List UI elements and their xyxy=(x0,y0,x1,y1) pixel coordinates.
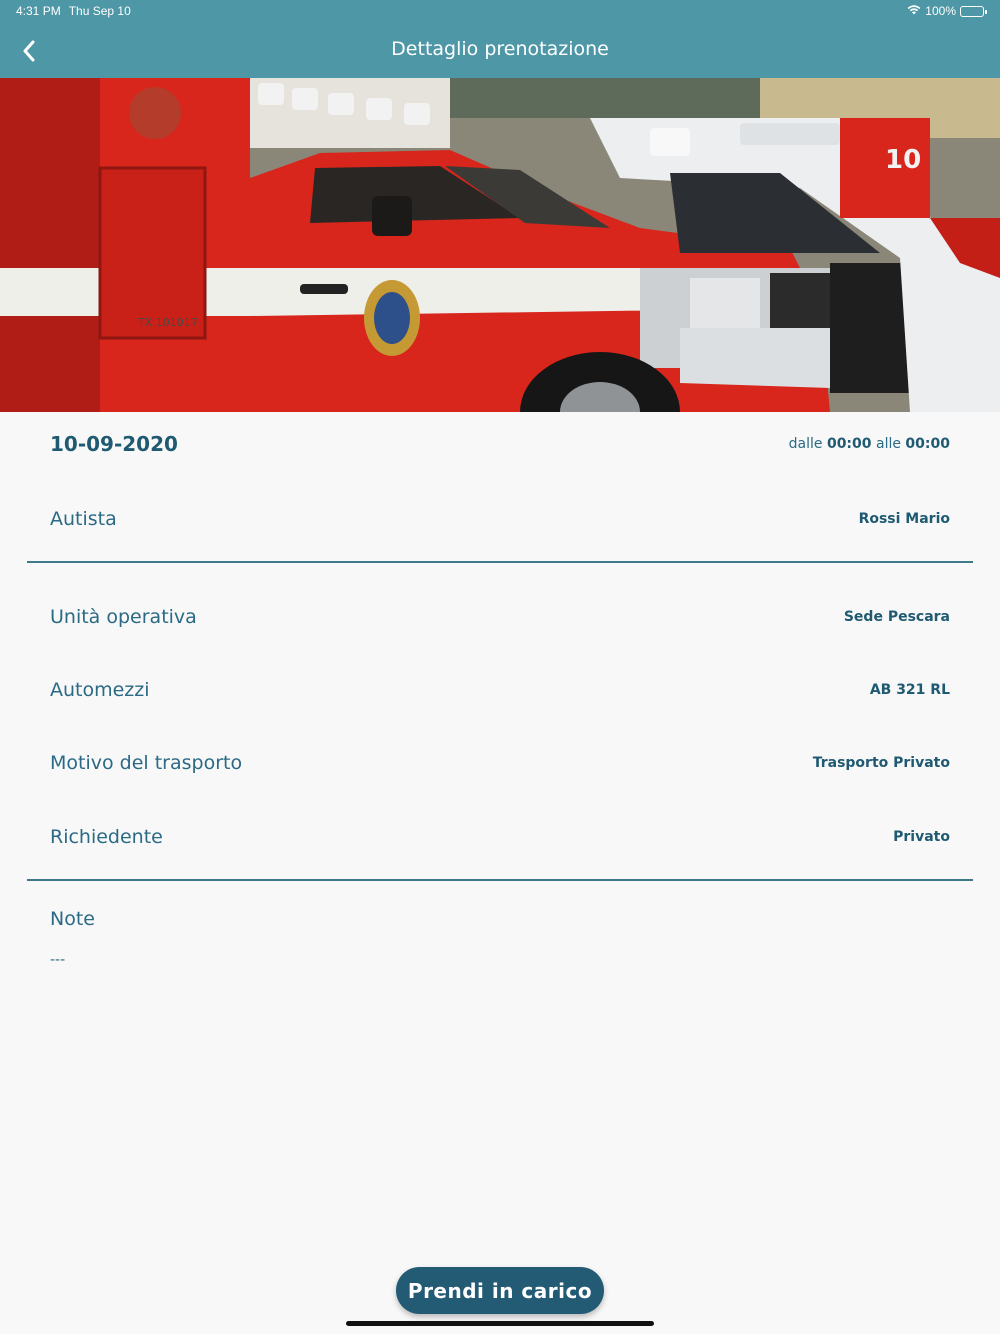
page-title: Dettaglio prenotazione xyxy=(391,38,609,60)
detail-label: Autista xyxy=(50,508,117,530)
booking-time-range xyxy=(789,436,950,452)
take-charge-button[interactable]: Prendi in carico xyxy=(396,1267,604,1314)
section-divider xyxy=(27,561,973,563)
booking-date: 10-09-2020 xyxy=(50,432,178,456)
from-time: 00:00 xyxy=(826,436,872,452)
detail-row-operational-unit xyxy=(50,606,950,628)
detail-row-driver xyxy=(50,508,950,530)
status-bar-time xyxy=(16,4,131,18)
detail-row-requester xyxy=(50,826,950,848)
detail-row-transport-reason xyxy=(50,752,950,774)
detail-value: Trasporto Privato xyxy=(812,755,950,771)
to-time: 00:00 xyxy=(905,436,950,452)
booking-date-row xyxy=(50,432,950,456)
detail-row-vehicles xyxy=(50,679,950,701)
hero-image xyxy=(0,78,1000,412)
detail-value: Privato xyxy=(893,829,950,845)
section-divider xyxy=(27,879,973,881)
status-bar-indicators xyxy=(907,4,984,18)
detail-label: Motivo del trasporto xyxy=(50,752,243,774)
detail-value: AB 321 RL xyxy=(869,682,950,698)
svg-text:10: 10 xyxy=(885,145,922,175)
status-time: 4:31 PM xyxy=(16,4,61,18)
from-label: dalle xyxy=(788,436,823,452)
svg-text:TX 101017: TX 101017 xyxy=(138,316,198,329)
wifi-icon xyxy=(907,4,921,18)
to-label: alle xyxy=(875,436,901,452)
battery-percentage: 100% xyxy=(925,4,956,18)
navigation-bar xyxy=(0,0,1000,78)
detail-value: Rossi Mario xyxy=(858,511,950,527)
notes-label: Note xyxy=(50,908,95,930)
status-date: Thu Sep 10 xyxy=(68,4,131,18)
home-indicator xyxy=(346,1321,654,1326)
detail-label: Unità operativa xyxy=(50,606,197,628)
detail-value: Sede Pescara xyxy=(843,609,950,625)
battery-icon xyxy=(960,6,984,17)
notes-value: --- xyxy=(50,952,66,968)
detail-label: Richiedente xyxy=(50,826,163,848)
detail-label: Automezzi xyxy=(50,679,150,701)
